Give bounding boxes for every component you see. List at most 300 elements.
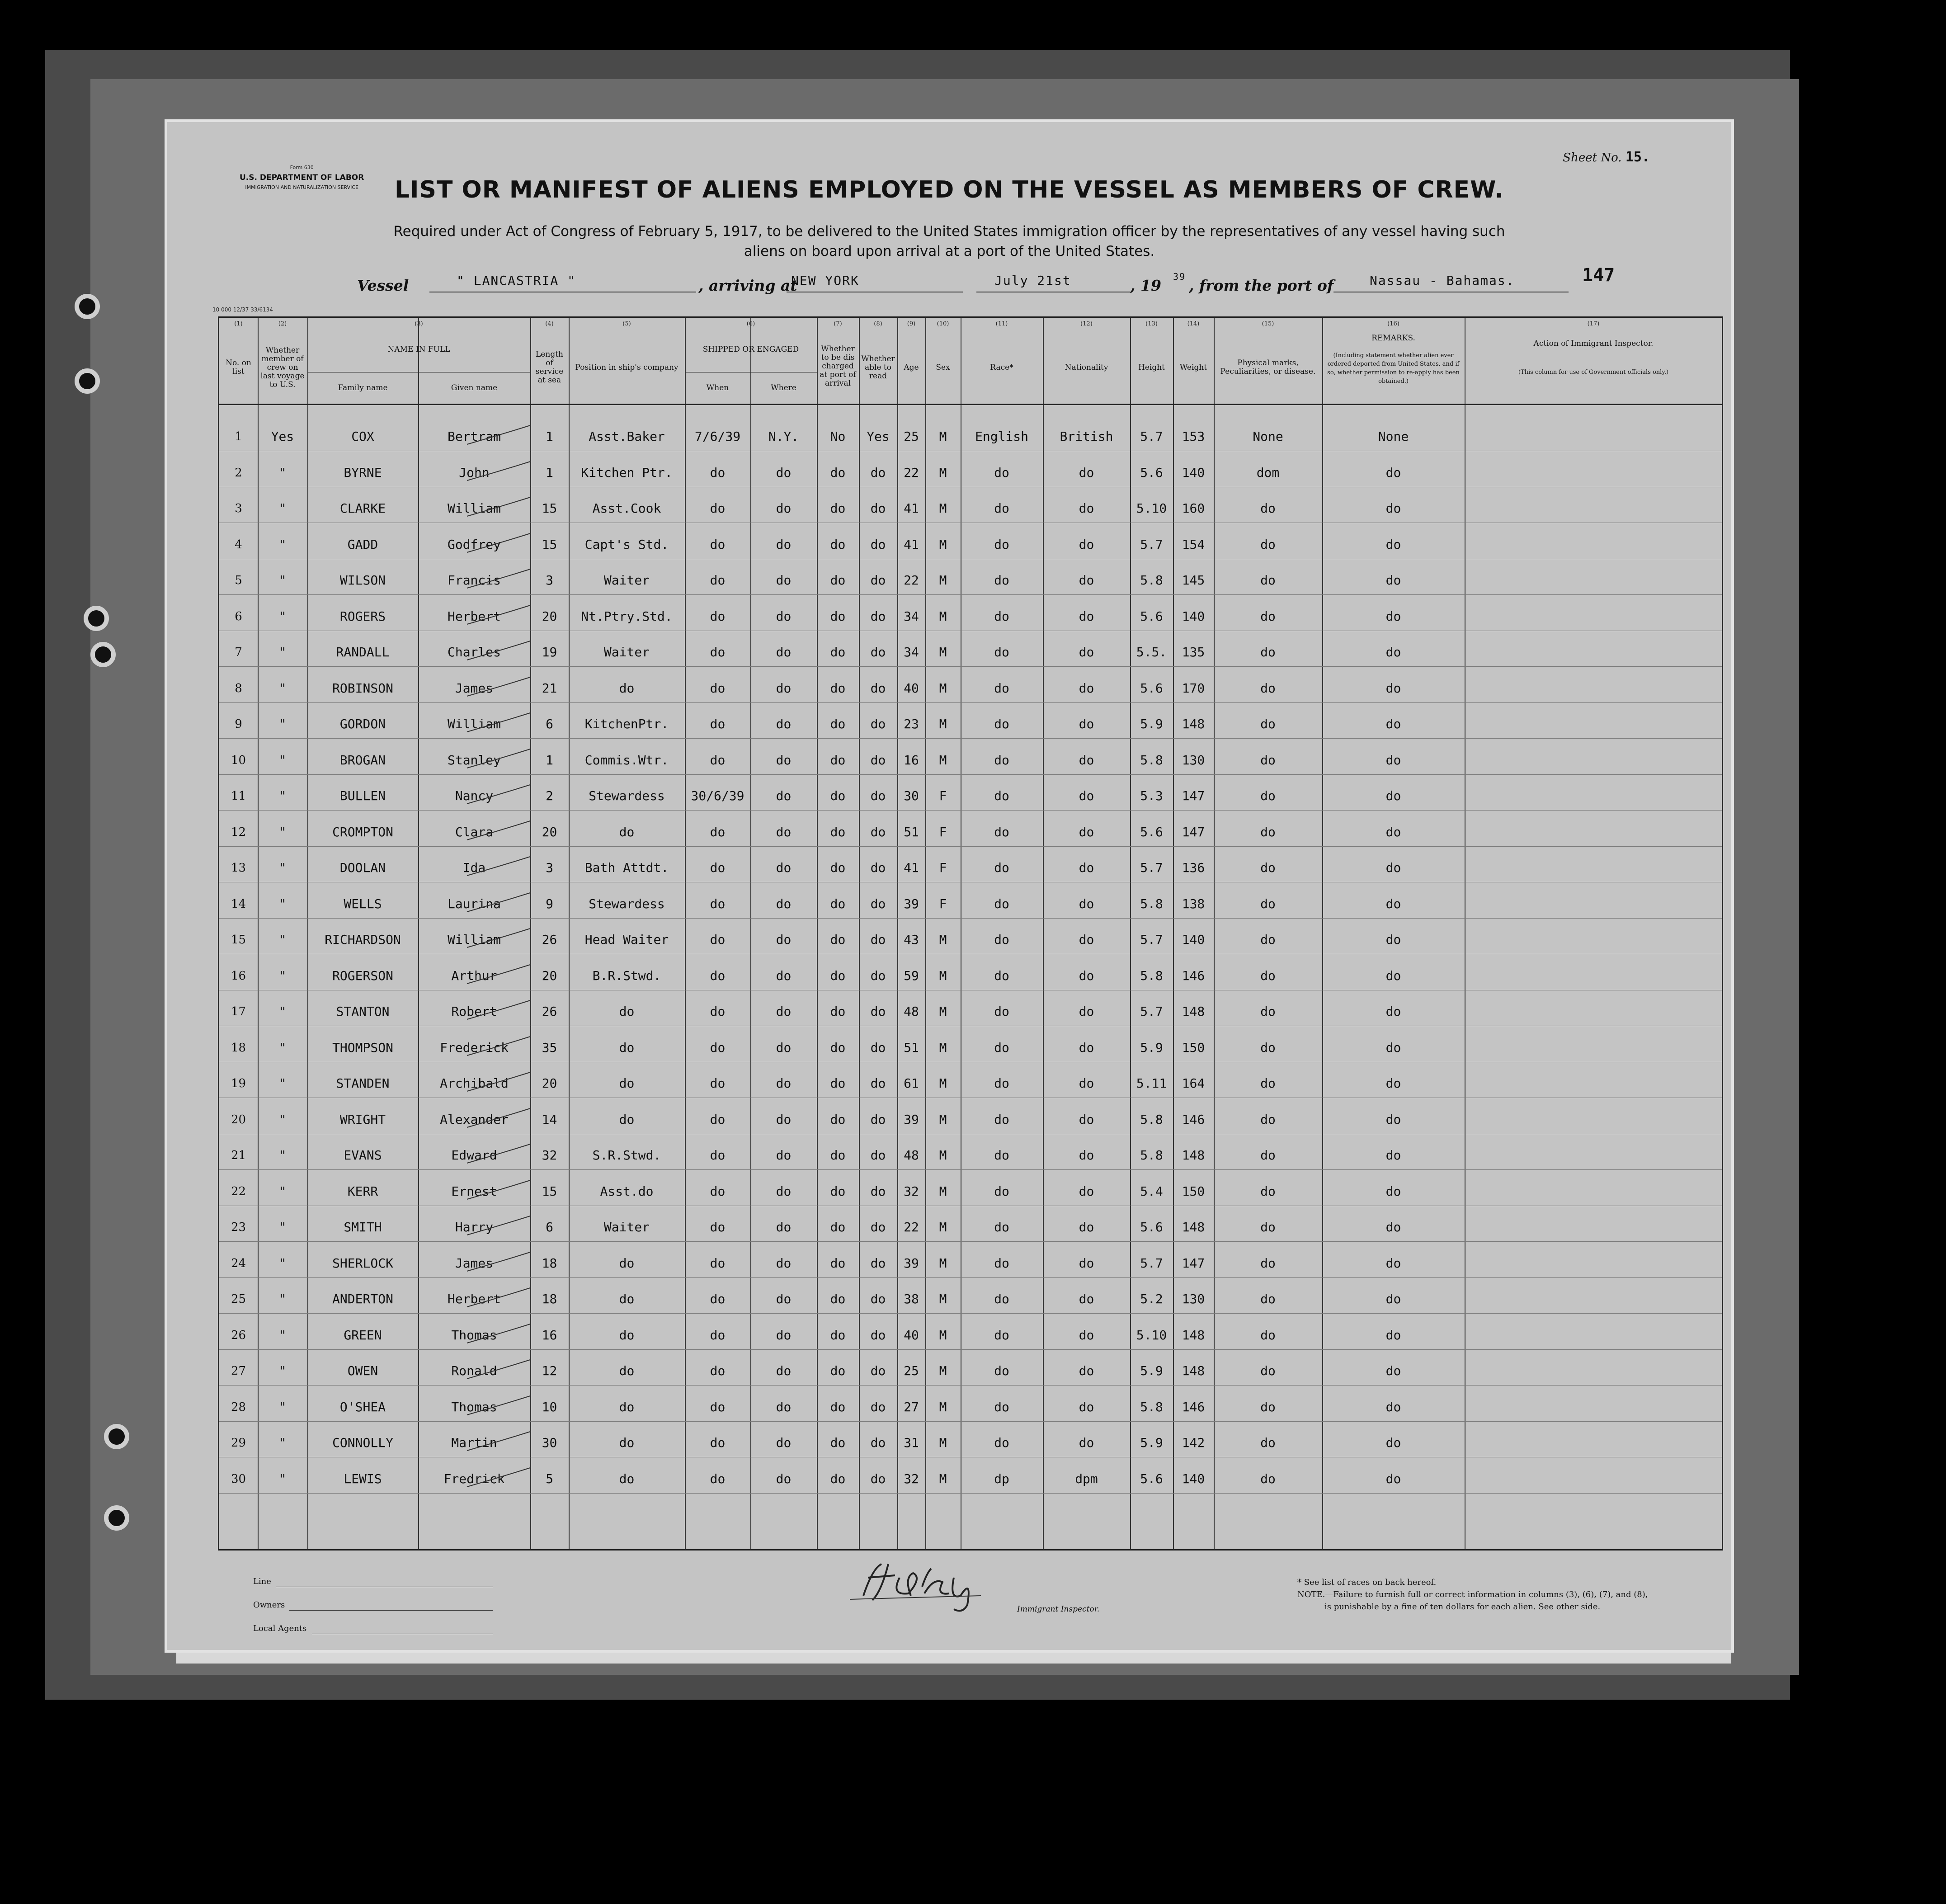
row-given-name: Arthur (451, 968, 497, 983)
department-name: U.S. DEPARTMENT OF LABOR (240, 173, 364, 182)
row-position: do (619, 1471, 635, 1486)
row-height: 5.10 (1136, 1327, 1167, 1343)
row-where-shipped: do (776, 1220, 792, 1235)
row-member-last-voyage: " (278, 1291, 287, 1306)
row-sex: M (939, 1076, 947, 1091)
row-weight: 160 (1182, 501, 1205, 516)
row-nationality: do (1079, 716, 1094, 731)
row-given-name: Laurina (447, 896, 501, 911)
row-race: do (994, 788, 1009, 803)
row-sex: M (939, 1040, 947, 1055)
row-position: Waiter (603, 1220, 650, 1235)
manifest-sheet (167, 122, 1731, 1650)
row-remarks: do (1385, 573, 1401, 588)
row-height: 5.9 (1140, 716, 1163, 731)
row-age: 40 (904, 680, 919, 696)
row-discharged: do (830, 860, 846, 875)
row-given-name: Clara (455, 824, 494, 839)
row-weight: 145 (1182, 573, 1205, 588)
row-height: 5.7 (1140, 860, 1163, 875)
column-number: (3) (415, 320, 423, 327)
row-remarks: do (1385, 1327, 1401, 1343)
row-remarks: do (1385, 968, 1401, 983)
row-given-name: Fredrick (443, 1471, 505, 1486)
row-age: 41 (904, 537, 919, 552)
vessel-name: " LANCASTRIA " (457, 273, 576, 288)
row-length-of-service: 12 (542, 1363, 557, 1378)
row-age: 22 (904, 573, 919, 588)
check-mark (462, 745, 535, 773)
row-member-last-voyage: " (278, 1327, 287, 1343)
row-number: 12 (231, 825, 246, 839)
row-position: Capt's Std. (584, 537, 669, 552)
row-weight: 148 (1182, 1220, 1205, 1235)
row-where-shipped: do (776, 608, 792, 624)
row-able-to-read: do (870, 1076, 886, 1091)
row-height: 5.6 (1140, 680, 1163, 696)
row-position: Head Waiter (584, 932, 669, 947)
row-family-name: WILSON (339, 573, 386, 588)
row-position: Asst.Baker (589, 429, 665, 444)
row-member-last-voyage: " (278, 501, 287, 516)
row-race: do (994, 465, 1009, 480)
row-weight: 140 (1182, 932, 1205, 947)
row-length-of-service: 14 (542, 1112, 557, 1127)
row-length-of-service: 6 (546, 716, 553, 731)
row-sex: M (939, 1148, 947, 1163)
row-where-shipped: do (776, 860, 792, 875)
row-member-last-voyage: " (278, 1220, 287, 1235)
row-remarks: do (1385, 1112, 1401, 1127)
row-remarks: do (1385, 1363, 1401, 1378)
row-sex: F (939, 824, 947, 839)
row-nationality: do (1079, 1112, 1094, 1127)
row-member-last-voyage: " (278, 1183, 287, 1199)
row-age: 39 (904, 1255, 919, 1271)
row-nationality: do (1079, 1363, 1094, 1378)
row-number: 14 (231, 897, 246, 911)
sheet-label: Sheet No. (1563, 151, 1622, 165)
row-weight: 154 (1182, 537, 1205, 552)
row-position: S.R.Stwd. (592, 1148, 661, 1163)
row-family-name: CROMPTON (332, 824, 393, 839)
row-position: do (619, 824, 635, 839)
row-member-last-voyage: " (278, 608, 287, 624)
row-number: 27 (231, 1364, 246, 1378)
row-height: 5.10 (1136, 501, 1167, 516)
row-height: 5.6 (1140, 1471, 1163, 1486)
row-weight: 146 (1182, 968, 1205, 983)
row-remarks: do (1385, 860, 1401, 875)
header-length-of-service: Length of service at sea (535, 350, 564, 385)
row-guide-line (219, 1385, 1722, 1386)
row-guide-line (219, 1493, 1722, 1494)
row-age: 38 (904, 1291, 919, 1306)
row-age: 59 (904, 968, 919, 983)
row-when-shipped: do (710, 1004, 726, 1019)
row-able-to-read: do (870, 1112, 886, 1127)
row-length-of-service: 15 (542, 1183, 557, 1199)
row-family-name: WRIGHT (339, 1112, 386, 1127)
row-remarks: do (1385, 716, 1401, 731)
row-able-to-read: do (870, 932, 886, 947)
row-family-name: ANDERTON (332, 1291, 393, 1306)
header-when: When (706, 383, 729, 392)
arrival-port: NEW YORK (791, 273, 859, 288)
row-number: 8 (235, 681, 242, 695)
row-physical-marks: do (1260, 752, 1276, 768)
row-family-name: SMITH (344, 1220, 382, 1235)
row-family-name: RICHARDSON (325, 932, 401, 947)
fine-note-cont: is punishable by a fine of ten dollars for each alien. See other side. (1324, 1602, 1601, 1612)
crew-table (218, 316, 1723, 1551)
row-member-last-voyage: " (278, 896, 287, 911)
row-race: do (994, 716, 1009, 731)
row-discharged: do (830, 1291, 846, 1306)
row-age: 23 (904, 716, 919, 731)
row-given-name: Ida (462, 860, 486, 875)
row-number: 9 (235, 717, 242, 731)
row-age: 39 (904, 896, 919, 911)
row-weight: 147 (1182, 824, 1205, 839)
row-length-of-service: 26 (542, 932, 557, 947)
header-race: Race* (990, 363, 1013, 372)
column-number: (7) (834, 320, 842, 327)
row-physical-marks: do (1260, 501, 1276, 516)
row-sex: M (939, 501, 947, 516)
check-mark (462, 1141, 535, 1168)
row-given-name: William (447, 716, 501, 731)
row-race: do (994, 1076, 1009, 1091)
row-height: 5.8 (1140, 573, 1163, 588)
row-given-name: Charles (447, 645, 501, 660)
inspector-signature (845, 1551, 1035, 1614)
row-race: do (994, 1183, 1009, 1199)
row-sex: F (939, 896, 947, 911)
row-given-name: Stanley (447, 752, 501, 768)
row-able-to-read: do (870, 1004, 886, 1019)
row-race: English (975, 429, 1028, 444)
row-sex: M (939, 1291, 947, 1306)
row-able-to-read: do (870, 1471, 886, 1486)
row-height: 5.8 (1140, 1148, 1163, 1163)
row-guide-line (219, 774, 1722, 775)
row-position: do (619, 1291, 635, 1306)
row-discharged: do (830, 968, 846, 983)
row-length-of-service: 16 (542, 1327, 557, 1343)
row-position: Asst.Cook (592, 501, 661, 516)
row-member-last-voyage: " (278, 788, 287, 803)
row-family-name: OWEN (347, 1363, 378, 1378)
row-nationality: do (1079, 1183, 1094, 1199)
row-race: do (994, 1435, 1009, 1450)
row-age: 32 (904, 1183, 919, 1199)
row-when-shipped: do (710, 716, 726, 731)
row-number: 16 (231, 969, 246, 983)
row-where-shipped: do (776, 465, 792, 480)
binder-ring (104, 1424, 129, 1449)
header-position: Position in ship's company (575, 363, 679, 372)
row-remarks: do (1385, 608, 1401, 624)
row-physical-marks: do (1260, 608, 1276, 624)
row-member-last-voyage: " (278, 1435, 287, 1450)
row-age: 31 (904, 1435, 919, 1450)
row-length-of-service: 19 (542, 645, 557, 660)
row-physical-marks: do (1260, 1435, 1276, 1450)
header-height: Height (1138, 363, 1165, 372)
row-given-name: Nancy (455, 788, 494, 803)
row-age: 48 (904, 1148, 919, 1163)
binder-ring (75, 368, 100, 394)
check-mark (462, 817, 535, 844)
arriving-label: , arriving at (698, 277, 797, 294)
row-number: 15 (231, 933, 246, 947)
row-where-shipped: do (776, 1076, 792, 1091)
row-position: do (619, 1040, 635, 1055)
row-where-shipped: do (776, 1112, 792, 1127)
row-able-to-read: do (870, 788, 886, 803)
row-height: 5.7 (1140, 932, 1163, 947)
row-number: 24 (231, 1256, 246, 1270)
subtitle-line-1: Required under Act of Congress of February 5, 1917, to be delivered to the United States immigration officer by the representatives of any vessel having such (393, 223, 1505, 240)
row-family-name: GADD (347, 537, 378, 552)
row-given-name: Edward (451, 1148, 497, 1163)
row-sex: M (939, 1399, 947, 1414)
row-sex: M (939, 1255, 947, 1271)
check-mark (462, 1356, 535, 1383)
row-length-of-service: 18 (542, 1255, 557, 1271)
row-where-shipped: do (776, 645, 792, 660)
owners-underline (289, 1610, 493, 1611)
row-sex: M (939, 752, 947, 768)
row-sex: M (939, 968, 947, 983)
check-mark (462, 889, 535, 916)
fine-note (1297, 1589, 1648, 1601)
row-member-last-voyage: " (278, 645, 287, 660)
row-position: do (619, 1076, 635, 1091)
row-sex: M (939, 1112, 947, 1127)
row-given-name: John (459, 465, 490, 480)
row-discharged: do (830, 1399, 846, 1414)
row-weight: 148 (1182, 716, 1205, 731)
row-where-shipped: do (776, 896, 792, 911)
row-number: 18 (231, 1041, 246, 1055)
row-weight: 136 (1182, 860, 1205, 875)
row-where-shipped: do (776, 1471, 792, 1486)
row-when-shipped: do (710, 1363, 726, 1378)
row-length-of-service: 1 (546, 465, 553, 480)
row-discharged: do (830, 1471, 846, 1486)
row-when-shipped: do (710, 1399, 726, 1414)
row-position: B.R.Stwd. (592, 968, 661, 983)
check-mark (462, 853, 535, 880)
row-member-last-voyage: " (278, 752, 287, 768)
check-mark (462, 458, 535, 485)
row-height: 5.7 (1140, 429, 1163, 444)
row-member-last-voyage: " (278, 1363, 287, 1378)
check-mark (462, 1284, 535, 1311)
row-where-shipped: do (776, 680, 792, 696)
year-prefix: , 19 (1130, 277, 1161, 294)
row-age: 40 (904, 1327, 919, 1343)
row-given-name: Alexander (440, 1112, 509, 1127)
row-age: 34 (904, 645, 919, 660)
row-member-last-voyage: " (278, 860, 287, 875)
row-weight: 130 (1182, 752, 1205, 768)
row-number: 5 (235, 574, 242, 587)
row-where-shipped: do (776, 788, 792, 803)
row-family-name: WELLS (344, 896, 382, 911)
row-position: do (619, 1363, 635, 1378)
row-race: dp (994, 1471, 1009, 1486)
service-name: IMMIGRATION AND NATURALIZATION SERVICE (245, 184, 358, 190)
check-mark (462, 422, 535, 449)
row-height: 5.6 (1140, 824, 1163, 839)
row-position: do (619, 1327, 635, 1343)
row-number: 23 (231, 1221, 246, 1234)
note-text: —Failure to furnish full or correct information in columns (3), (6), (7), and (8), (1325, 1590, 1648, 1599)
column-number: (16) (1387, 320, 1399, 327)
row-age: 39 (904, 1112, 919, 1127)
row-sex: M (939, 1471, 947, 1486)
row-when-shipped: do (710, 1291, 726, 1306)
row-nationality: do (1079, 1220, 1094, 1235)
row-age: 41 (904, 860, 919, 875)
row-nationality: do (1079, 968, 1094, 983)
row-family-name: STANDEN (336, 1076, 390, 1091)
row-position: do (619, 1004, 635, 1019)
row-age: 25 (904, 429, 919, 444)
row-age: 41 (904, 501, 919, 516)
row-remarks: do (1385, 1291, 1401, 1306)
column-number: (17) (1587, 320, 1600, 327)
row-nationality: do (1079, 608, 1094, 624)
row-when-shipped: do (710, 1435, 726, 1450)
row-weight: 130 (1182, 1291, 1205, 1306)
row-remarks: do (1385, 1076, 1401, 1091)
row-guide-line (219, 846, 1722, 847)
row-length-of-service: 30 (542, 1435, 557, 1450)
from-label: , from the port of (1189, 277, 1334, 294)
check-mark (462, 602, 535, 629)
row-discharged: do (830, 537, 846, 552)
check-mark (462, 1177, 535, 1204)
row-remarks: do (1385, 824, 1401, 839)
sheet-edge (176, 1650, 1731, 1664)
header-no-on-list: No. on list (226, 358, 251, 376)
row-remarks: do (1385, 932, 1401, 947)
row-age: 22 (904, 1220, 919, 1235)
check-mark (462, 1033, 535, 1060)
row-race: do (994, 968, 1009, 983)
row-physical-marks: do (1260, 860, 1276, 875)
row-physical-marks: dom (1256, 465, 1280, 480)
row-sex: M (939, 465, 947, 480)
row-nationality: do (1079, 824, 1094, 839)
row-length-of-service: 32 (542, 1148, 557, 1163)
row-number: 3 (235, 502, 242, 515)
row-position: Waiter (603, 573, 650, 588)
row-when-shipped: do (710, 1220, 726, 1235)
row-nationality: do (1079, 1148, 1094, 1163)
line-label: Line (253, 1577, 271, 1586)
row-height: 5.9 (1140, 1363, 1163, 1378)
row-member-last-voyage: " (278, 932, 287, 947)
row-member-last-voyage: " (278, 573, 287, 588)
row-when-shipped: do (710, 537, 726, 552)
row-able-to-read: do (870, 1183, 886, 1199)
row-number: 29 (231, 1436, 246, 1450)
row-race: do (994, 1291, 1009, 1306)
local-agents-label: Local Agents (253, 1624, 307, 1633)
row-given-name: William (447, 501, 501, 516)
row-where-shipped: do (776, 501, 792, 516)
row-weight: 148 (1182, 1327, 1205, 1343)
header-physical-marks: Physical marks, Peculiarities, or disease. (1220, 358, 1316, 376)
row-race: do (994, 896, 1009, 911)
row-length-of-service: 9 (546, 896, 553, 911)
row-position: Stewardess (589, 788, 665, 803)
row-number: 7 (235, 646, 242, 659)
sheet-number-label (1563, 149, 1650, 165)
races-note: * See list of races on back hereof. (1297, 1578, 1437, 1587)
row-nationality: do (1079, 1076, 1094, 1091)
column-number: (11) (995, 320, 1008, 327)
row-when-shipped: do (710, 1076, 726, 1091)
check-mark (462, 709, 535, 736)
header-name-in-full: NAME IN FULL (387, 344, 450, 354)
row-guide-line (219, 1313, 1722, 1314)
row-height: 5.7 (1140, 1004, 1163, 1019)
row-weight: 150 (1182, 1183, 1205, 1199)
row-where-shipped: N.Y. (768, 429, 799, 444)
check-mark (462, 781, 535, 808)
row-member-last-voyage: " (278, 1255, 287, 1271)
row-remarks: do (1385, 680, 1401, 696)
row-length-of-service: 26 (542, 1004, 557, 1019)
row-sex: M (939, 573, 947, 588)
row-physical-marks: do (1260, 1148, 1276, 1163)
row-family-name: EVANS (344, 1148, 382, 1163)
row-discharged: do (830, 1148, 846, 1163)
row-nationality: do (1079, 752, 1094, 768)
row-guide-line (219, 702, 1722, 703)
row-position: do (619, 1399, 635, 1414)
row-height: 5.11 (1136, 1076, 1167, 1091)
row-given-name: Martin (451, 1435, 497, 1450)
row-able-to-read: do (870, 752, 886, 768)
row-member-last-voyage: " (278, 1399, 287, 1414)
binder-ring (104, 1505, 129, 1531)
row-sex: M (939, 608, 947, 624)
row-member-last-voyage: " (278, 1471, 287, 1486)
row-height: 5.4 (1140, 1183, 1163, 1199)
row-able-to-read: do (870, 1040, 886, 1055)
row-family-name: GORDON (339, 716, 386, 731)
check-mark (462, 1069, 535, 1096)
row-sex: M (939, 932, 947, 947)
row-discharged: do (830, 1435, 846, 1450)
row-discharged: do (830, 896, 846, 911)
row-weight: 148 (1182, 1148, 1205, 1163)
row-position: Bath Attdt. (584, 860, 669, 875)
row-able-to-read: do (870, 968, 886, 983)
row-physical-marks: do (1260, 537, 1276, 552)
row-nationality: do (1079, 788, 1094, 803)
row-race: do (994, 1112, 1009, 1127)
row-nationality: do (1079, 573, 1094, 588)
row-length-of-service: 15 (542, 501, 557, 516)
